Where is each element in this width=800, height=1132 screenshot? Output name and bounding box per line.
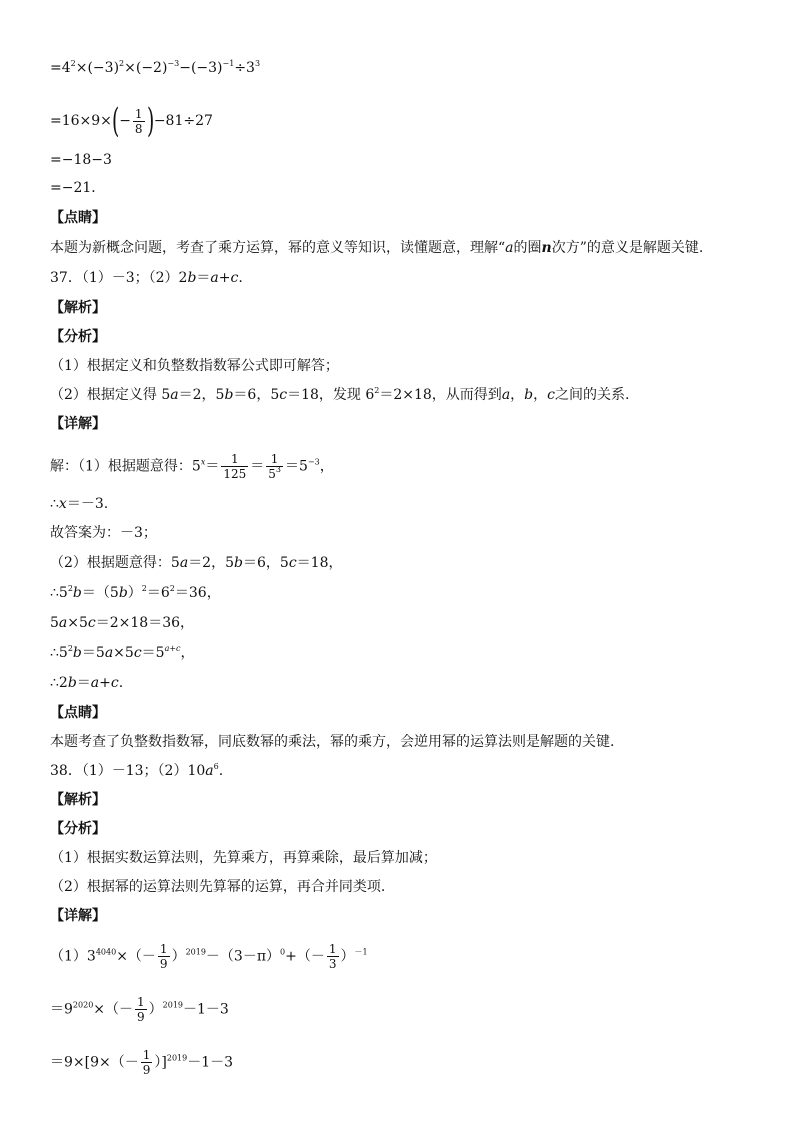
exponent: 2019	[166, 1053, 188, 1063]
denominator: 3	[328, 957, 337, 971]
text: ＝6，5	[233, 387, 280, 403]
text: 5	[50, 615, 59, 631]
text: （1）3	[50, 948, 96, 965]
exponent: −3	[307, 457, 320, 467]
text: +（－	[285, 948, 325, 965]
answer-line	[50, 761, 223, 781]
variable: c	[87, 615, 96, 631]
text: ×5	[113, 645, 134, 661]
variable: a	[205, 763, 214, 779]
text: ＝2×18＝36，	[95, 615, 195, 631]
equation-line	[50, 995, 229, 1024]
exponent: 2	[119, 59, 125, 68]
text: −	[119, 113, 131, 129]
variable: b	[524, 387, 534, 403]
variable: b	[187, 270, 197, 286]
section-heading: 【解析】	[50, 300, 106, 316]
variable: b	[118, 585, 128, 601]
denominator: 9	[142, 1063, 151, 1077]
denominator: 125	[223, 467, 247, 481]
text: 之间的关系.	[554, 387, 630, 403]
variable: c	[230, 270, 239, 286]
section-heading: 【分析】	[50, 329, 106, 345]
exponent: －1	[354, 947, 368, 957]
text: −81÷27	[153, 113, 213, 129]
text: ＝2×18，从而得到	[379, 387, 502, 403]
variable: a	[210, 270, 219, 286]
exponent: 3	[275, 465, 281, 474]
text: 5	[268, 467, 276, 481]
variable: c	[279, 387, 288, 403]
text: .	[118, 675, 124, 691]
exponent: 3	[254, 59, 261, 68]
text: （2）根据定义得 5	[50, 387, 171, 403]
variable: a	[90, 675, 100, 691]
equation-line	[50, 494, 108, 514]
text: ＝5	[141, 645, 165, 661]
text: ＝6，5	[242, 555, 289, 571]
text: ×（－	[116, 948, 156, 965]
text: ＝18，	[296, 555, 343, 571]
numerator: 1	[137, 995, 145, 1009]
fraction	[327, 942, 339, 971]
text: 解：（1）根据题意得：5	[50, 458, 201, 475]
variable: b	[234, 555, 243, 571]
variable: c	[133, 645, 142, 661]
text: ）	[340, 948, 355, 965]
text: ＝9	[50, 1001, 73, 1018]
text: =4	[50, 60, 71, 76]
text: ×(−3)	[75, 60, 120, 76]
exponent: 2019	[185, 947, 206, 957]
text: ＝（5	[81, 585, 119, 601]
variable: a	[104, 645, 114, 661]
paragraph	[50, 553, 342, 573]
text: ＝18，发现 6	[287, 387, 375, 403]
paragraph: 故答案为：－3；	[50, 525, 157, 541]
text: 的圈	[513, 240, 542, 256]
exponent: 2	[141, 584, 147, 593]
text: ＝2，5	[188, 555, 235, 571]
text: －1－3	[183, 1001, 229, 1018]
section-heading: 【点睛】	[50, 705, 106, 721]
paragraph	[50, 385, 629, 405]
numerator: 1	[328, 942, 337, 956]
exponent: 2019	[162, 1000, 184, 1010]
variable: b	[72, 645, 82, 661]
variable: a	[505, 240, 514, 256]
text: ）	[148, 1001, 163, 1018]
text: ＝5	[284, 458, 308, 475]
text: =16×9×	[50, 113, 112, 129]
variable: n	[541, 240, 552, 256]
numerator: 1	[134, 106, 143, 121]
equation-line	[50, 643, 195, 663]
exponent: x	[200, 457, 206, 467]
variable: b	[72, 585, 82, 601]
paragraph	[50, 238, 703, 258]
denominator: 9	[137, 1010, 145, 1024]
equation-line	[50, 452, 334, 481]
text: ∴5	[50, 585, 68, 601]
variable: b	[67, 675, 77, 691]
answer-line	[50, 268, 243, 288]
exponent: 6	[213, 762, 219, 771]
text: ∴5	[50, 645, 68, 661]
exponent: 0	[280, 947, 286, 957]
numerator: 1	[230, 452, 239, 466]
variable: c	[110, 675, 119, 691]
numerator: 1	[159, 942, 168, 956]
text: ×5	[67, 615, 88, 631]
text: ∴	[50, 496, 59, 512]
text: .	[238, 270, 243, 286]
denominator: 8	[134, 121, 143, 136]
exponent: 2	[67, 644, 73, 653]
variable: a	[501, 387, 511, 403]
text: ÷3	[234, 60, 255, 76]
text: －1－3	[187, 1054, 234, 1071]
variable: x	[58, 496, 67, 512]
variable: a	[170, 387, 179, 403]
text: ×(−2)	[124, 60, 168, 76]
text: （2）根据题意得：5	[50, 555, 180, 571]
text: ＝	[76, 675, 91, 691]
text: ×（－	[93, 1001, 134, 1018]
text: +	[99, 675, 111, 691]
fraction	[221, 452, 248, 481]
text: ＝	[205, 458, 220, 475]
text: ，	[319, 458, 334, 475]
equation-line	[50, 58, 260, 78]
equation-line	[50, 942, 368, 971]
equation-line: =−18−3	[50, 152, 112, 168]
exponent: 4040	[95, 947, 117, 957]
numerator: 1	[270, 452, 279, 466]
paragraph: 本题考查了负整数指数幂，同底数幂的乘法，幂的乘方，会逆用幂的运算法则是解题的关键.	[50, 734, 615, 750]
exponent: −3	[167, 59, 180, 68]
text: ，	[510, 387, 525, 403]
exponent: 2	[70, 59, 76, 68]
exponent: a+c	[164, 644, 181, 653]
text: ）	[127, 585, 142, 601]
exponent: 2	[374, 386, 380, 395]
equation-line	[50, 1048, 233, 1077]
exponent: 2	[169, 584, 175, 593]
text: ＝2，5	[178, 387, 225, 403]
section-heading: 【点睛】	[50, 210, 106, 226]
text: +	[218, 270, 231, 286]
equation-line	[50, 673, 123, 693]
text: ＝－3.	[66, 496, 109, 512]
numerator: 1	[142, 1048, 151, 1062]
variable: c	[288, 555, 297, 571]
text: ＝	[196, 270, 211, 286]
section-heading: 【解析】	[50, 792, 106, 808]
section-heading: 【分析】	[50, 821, 106, 837]
denominator	[266, 466, 283, 481]
paragraph: （1）根据实数运算法则，先算乘方，再算乘除，最后算加减；	[50, 850, 437, 866]
text: 38．（1）－13；（2）10	[50, 763, 206, 779]
text: ∴2	[50, 675, 68, 691]
exponent: −1	[222, 59, 235, 68]
text: 37．（1）－3；（2）2	[50, 270, 188, 286]
equation-line	[50, 101, 213, 141]
text: 次方”的意义是解题关键.	[551, 240, 704, 256]
variable: c	[547, 387, 555, 403]
text: ）]	[154, 1054, 167, 1071]
text: 本题为新概念问题，考查了乘方运算，幂的意义等知识，读懂题意，理解“	[50, 240, 506, 256]
exponent: 2020	[72, 1000, 94, 1010]
text: ，	[533, 387, 548, 403]
fraction	[133, 107, 145, 136]
variable: b	[224, 387, 234, 403]
text: .	[218, 763, 224, 779]
section-heading: 【详解】	[50, 416, 106, 432]
fraction	[266, 452, 283, 481]
paren: (	[111, 101, 120, 141]
fraction	[141, 1048, 153, 1077]
equation-line	[50, 583, 221, 603]
paragraph: （2）根据幂的运算法则先算幂的运算，再合并同类项.	[50, 879, 386, 895]
fraction	[135, 995, 147, 1024]
text: －（3－π）	[205, 948, 281, 965]
text: ＝9×[9×（－	[50, 1054, 139, 1071]
denominator: 9	[159, 957, 168, 971]
text: ，	[180, 645, 195, 661]
text: ＝36，	[174, 585, 221, 601]
text: ＝6	[146, 585, 170, 601]
variable: a	[179, 555, 189, 571]
paragraph: （1）根据定义和负整数指数幂公式即可解答；	[50, 358, 339, 374]
equation-line: =−21．	[50, 180, 106, 196]
section-heading: 【详解】	[50, 908, 106, 924]
text: ＝	[250, 458, 265, 475]
variable: a	[58, 615, 68, 631]
equation-line	[50, 613, 194, 633]
paren: )	[146, 101, 154, 141]
text: −(−3)	[179, 60, 223, 76]
text: ）	[171, 948, 186, 965]
fraction	[158, 942, 170, 971]
text: ＝5	[81, 645, 105, 661]
exponent: 2	[67, 584, 73, 593]
